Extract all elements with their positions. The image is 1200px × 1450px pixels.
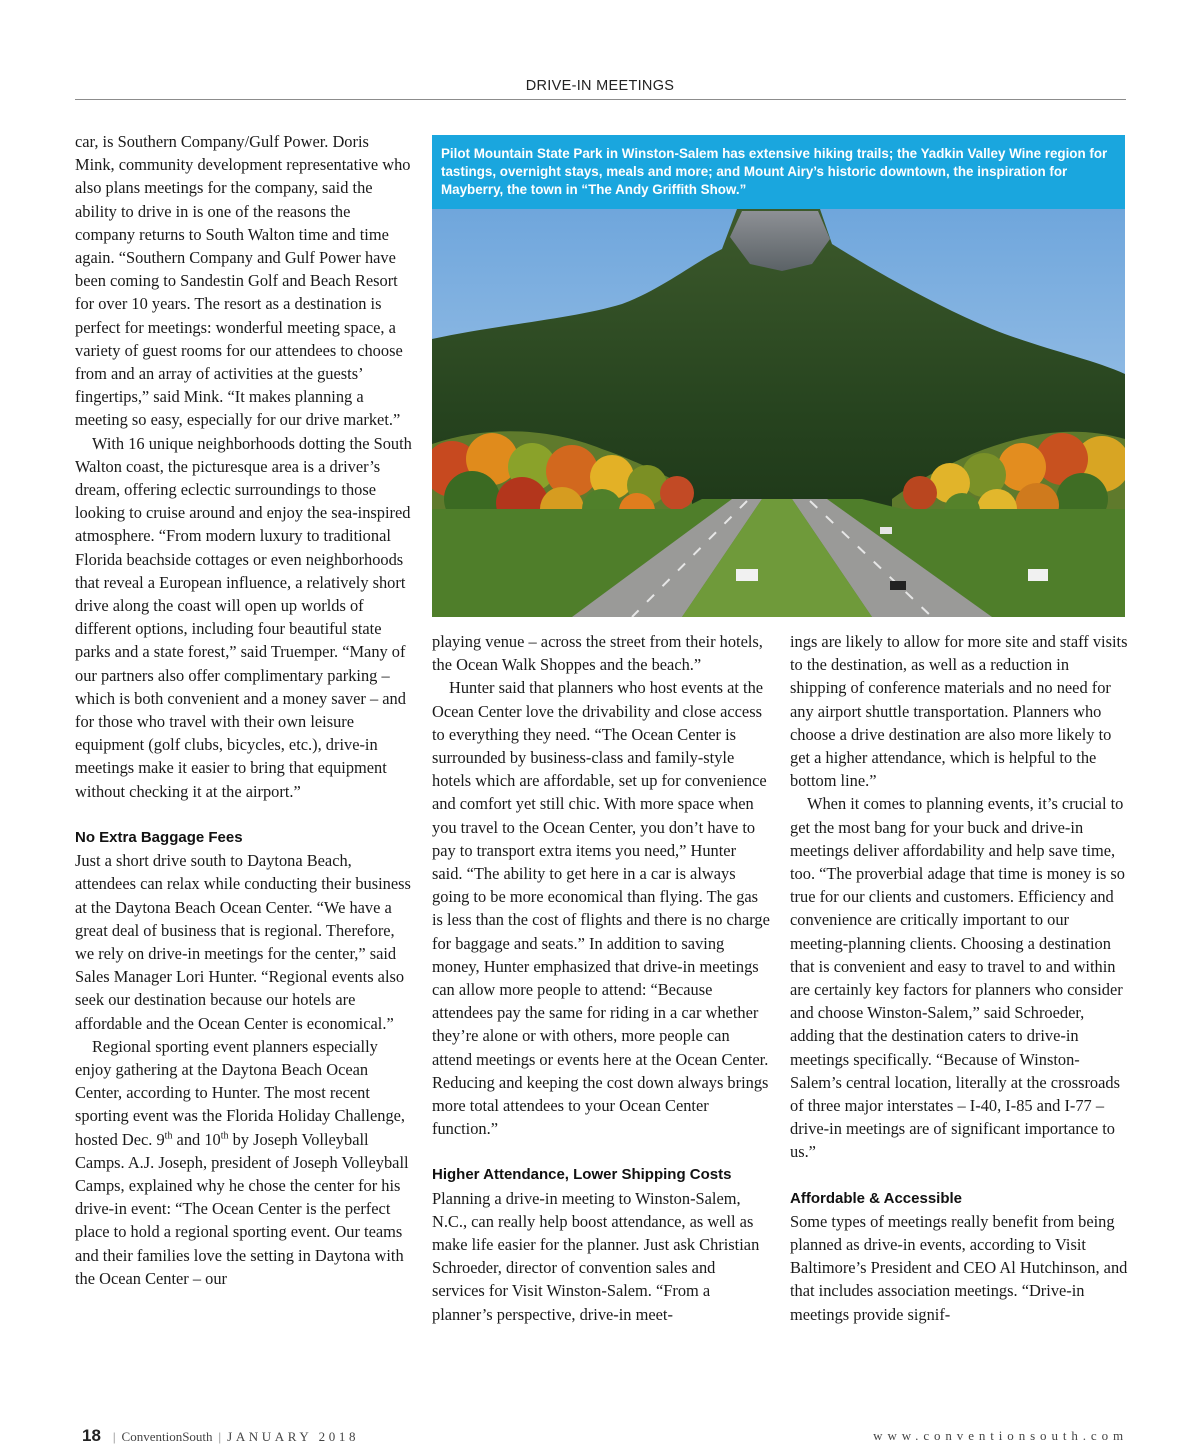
mountain-highway-photo — [432, 209, 1125, 617]
subheading-no-extra-baggage-fees: No Extra Baggage Fees — [75, 828, 243, 846]
photo-caption: Pilot Mountain State Park in Winston-Salem has extensive hiking trails; the Yadkin Valley Wine region for tastings, overnight stays, meals and more; and Mount Airy’s historic downtown, the inspiration for Mayberry, the town in “The Andy Griffith Show.” — [432, 135, 1125, 209]
subheading-affordable-accessible: Affordable & Accessible — [790, 1189, 962, 1207]
paragraph: car, is Southern Company/Gulf Power. Doris Mink, community development representative who also plans meetings for the company, said the ability to drive in is one of the reasons the company returns to South Walton time and time again. “Southern Company and Gulf Power have been coming to Sandestin Golf and Beach Resort for over 10 years. The resort as a destination is perfect for meetings: wonderful meeting space, a variety of guest rooms for our attendees to choose from and an array of activities at the guests’ fingertips,” said Mink. “It makes planning a meeting so easy, especially for our drive market.” — [75, 132, 411, 430]
paragraph: Regional sporting event planners especially enjoy gathering at the Daytona Beach Ocean Center, according to Hunter. The most recent sporting event was the Florida Holiday Challenge, hosted Dec. 9th and 10th by Joseph Volleyball Camps. A.J. Joseph, president of Joseph Volleyball Camps, explained why he chose the center for his drive-in event: “The Ocean Center is the perfect place to hold a regional sporting event. Our teams and their families love the setting in Daytona with the Ocean Center – our — [75, 1036, 409, 1288]
paragraph: Just a short drive south to Daytona Beach, attendees can relax while conducting their business at the Daytona Beach Ocean Center. “We have a great deal of business that is regional. Therefore, we rely on drive-in meetings for the center,” said Sales Manager Lori Hunter. “Regional events also seek our destination because our hotels are affordable and the Ocean Center is economical.” — [75, 851, 411, 1033]
section-title: DRIVE-IN MEETINGS — [525, 78, 675, 94]
article-column-3 — [790, 630, 1128, 1326]
article-column-2 — [432, 630, 770, 1326]
header-rule — [75, 99, 1126, 100]
page-number: 18 — [82, 1426, 101, 1445]
paragraph: playing venue – across the street from their hotels, the Ocean Walk Shoppes and the beach.” — [432, 632, 763, 675]
issue-date: JANUARY 2018 — [227, 1429, 360, 1444]
footer-separator: | — [218, 1429, 222, 1444]
footer-separator: | — [112, 1429, 116, 1444]
subheading-higher-attendance: Higher Attendance, Lower Shipping Costs — [432, 1166, 732, 1184]
publication-name: ConventionSouth — [121, 1429, 213, 1444]
paragraph: When it comes to planning events, it’s crucial to get the most bang for your buck and drive-in meetings deliver affordability and help save time, too. “The proverbial adage that time is money is so true for our clients and customers. Efficiency and convenience are critically important to our meeting-planning clients. Choosing a destination that is convenient and easy to travel to and within are certainly key factors for planners who consider and choose Winston-Salem,” said Schroeder, adding that the destination caters to drive-in meetings specifically. “Because of Winston-Salem’s central location, literally at the crossroads of three major interstates – I-40, I-85 and I-77 – drive-in meetings are of significant importance to us.” — [790, 794, 1126, 1162]
footer-folio — [82, 1426, 359, 1446]
paragraph: Hunter said that planners who host events at the Ocean Center love the drivability and close access to everything they need. “The Ocean Center is surrounded by business-class and family-style hotels which are affordable, set up for convenience and comfort yet still chic. With more space when you travel to the Ocean Center, you don’t have to pay to transport extra items you need,” Hunter said. “The ability to get here in a car is always going to be more economical than flying. The gas is less than the cost of flights and there is no charge for baggage and seats.” In addition to saving money, Hunter emphasized that drive-in meetings can allow more people to attend: “Because attendees pay the same for riding in a car whether they’re alone or with others, more people can attend meetings or events here at the Ocean Center. Reducing and keeping the cost down always brings more total attendees to your Ocean Center function.” — [432, 678, 770, 1139]
paragraph: With 16 unique neighborhoods dotting the South Walton coast, the picturesque area is a driver’s dream, offering eclectic surroundings to those looking to cruise around and enjoy the sea-inspired atmosphere. “From modern luxury to traditional Florida beachside cottages or even neighborhoods that reveal a European influence, a relatively short drive along the coast will open up worlds of different options, including four beautiful state parks and a state forest,” said Truemper. “Many of our partners also offer complimentary parking – which is both convenient and a money saver – and for those who travel with their own leisure equipment (golf clubs, bicycles, etc.), drive-in meetings make it easier to bring that equipment without checking it at the airport.” — [75, 433, 412, 801]
footer-website: www.conventionsouth.com — [873, 1428, 1128, 1443]
paragraph: Some types of meetings really benefit from being planned as drive-in events, according to Visit Baltimore’s President and CEO Al Hutchinson, and that includes association meetings. “Drive-in meetings provide signif- — [790, 1211, 1128, 1324]
paragraph: Planning a drive-in meeting to Winston-Salem, N.C., can really help boost attendance, as well as make life easier for the planner. Just ask Christian Schroeder, director of convention sales and services for Visit Winston-Salem. “From a planner’s perspective, drive-in meet- — [432, 1188, 760, 1324]
article-column-1 — [75, 130, 412, 1290]
paragraph: ings are likely to allow for more site and staff visits to the destination, as well as a reduction in shipping of conference materials and no need for any airport shuttle transportation. Planners who choose a drive destination are also more likely to get a higher attendance, which is helpful to the bottom line.” — [790, 632, 1128, 791]
